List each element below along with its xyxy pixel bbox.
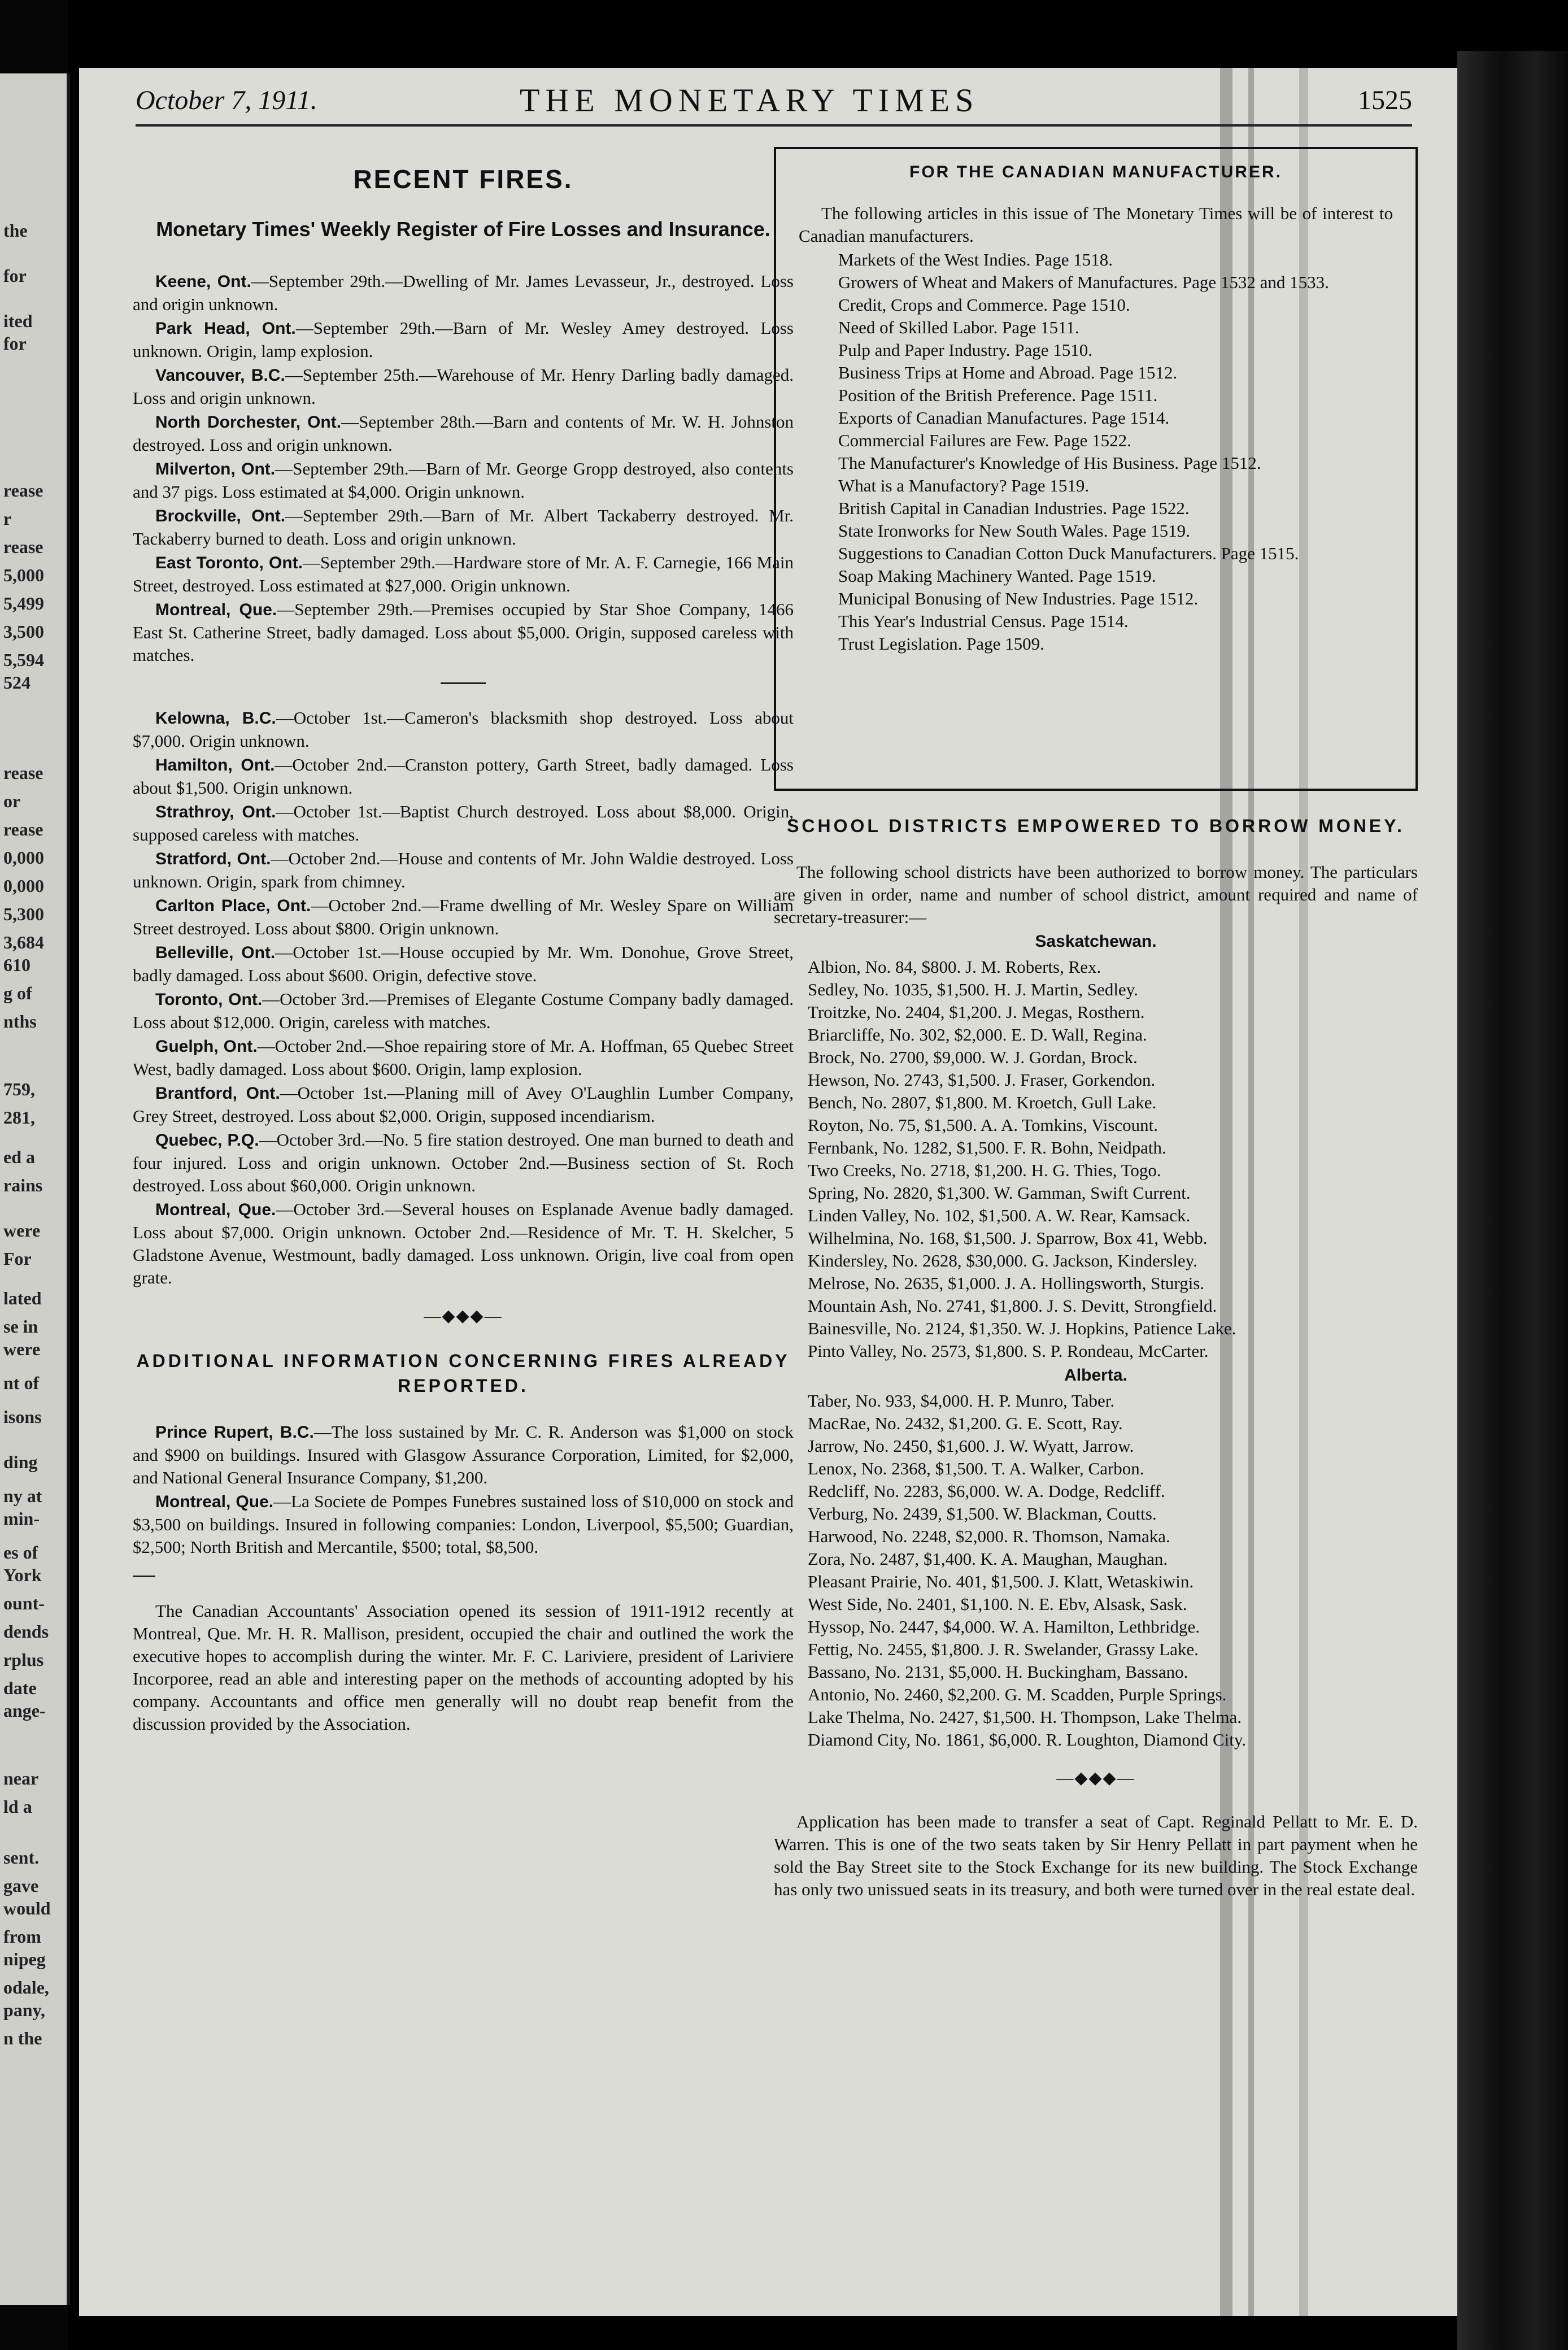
school-district-entry: Diamond City, No. 1861, $6,000. R. Loughton, Diamond City. [808, 1730, 1247, 1750]
fires-subtitle: Monetary Times' Weekly Register of Fire Losses and Insurance. [156, 217, 770, 241]
facing-page-text-fragment: nths [3, 1011, 37, 1032]
fire-entry [133, 317, 794, 363]
ornament-divider: —◆◆◆— [1056, 1769, 1135, 1787]
school-districts-title: SCHOOL DISTRICTS EMPOWERED TO BORROW MONEY. [787, 816, 1405, 836]
facing-page-text-fragment: lated [3, 1288, 42, 1308]
facing-page-text-fragment: the [3, 220, 28, 241]
facing-page-text-fragment: ed a [3, 1147, 35, 1167]
school-district-entry: Linden Valley, No. 102, $1,500. A. W. Rear, Kamsack. [808, 1206, 1191, 1225]
header-rule [136, 124, 1412, 127]
article-reference: This Year's Industrial Census. Page 1514. [838, 611, 1129, 631]
fire-details: —October 3rd.—Premises of Elegante Costume Company badly damaged. Loss about $12,000. Origin, careless with matches. [133, 989, 794, 1032]
fire-location: Kelowna, B.C. [155, 709, 276, 728]
book-edge-right [1457, 51, 1568, 2350]
alberta-list [774, 1390, 1418, 1751]
fire-location: Montreal, Que. [155, 1200, 276, 1219]
fire-details: —September 29th.—Hardware store of Mr. A. F. Carnegie, 166 Main Street, destroyed. Loss estimated at $27,000. Origin unknown. [133, 552, 794, 595]
fire-location: Quebec, P.Q. [155, 1131, 259, 1150]
manufacturer-box-intro: The following articles in this issue of The Monetary Times will be of interest to Canadian manufacturers. [799, 203, 1393, 246]
facing-page-text-fragment: were [3, 1339, 41, 1359]
page-number: 1525 [1358, 85, 1412, 115]
fire-entry [133, 504, 794, 550]
fire-entry [133, 1129, 794, 1197]
facing-page-text-fragment: 0,000 [3, 847, 44, 868]
school-district-entry: Lenox, No. 2368, $1,500. T. A. Walker, Carbon. [808, 1459, 1144, 1478]
fire-details: —October 2nd.—Cranston pottery, Garth Street, badly damaged. Loss about $1,500. Origin unknown. [133, 755, 794, 798]
fire-entry [133, 598, 794, 667]
school-district-entry: Two Creeks, No. 2718, $1,200. H. G. Thies, Togo. [808, 1160, 1161, 1180]
fire-entry [133, 707, 794, 752]
facing-page-text-fragment: ny at [3, 1486, 42, 1506]
article-reference: Trust Legislation. Page 1509. [838, 634, 1044, 654]
fires-list-september [133, 270, 794, 667]
facing-page-text-fragment: 524 [3, 672, 31, 693]
school-district-entry: Bassano, No. 2131, $5,000. H. Buckingham, Bassano. [808, 1662, 1188, 1682]
facing-page-text-fragment: nt of [3, 1373, 40, 1393]
article-reference: What is a Manufactory? Page 1519. [838, 476, 1090, 495]
fire-location: Hamilton, Ont. [155, 756, 275, 774]
article-reference: Growers of Wheat and Makers of Manufactures. Page 1532 and 1533. [838, 272, 1329, 292]
fire-details: —October 1st.—House occupied by Mr. Wm. Donohue, Grove Street, badly damaged. Loss about $600. Origin, defective stove. [133, 942, 794, 985]
fire-location: North Dorchester, Ont. [155, 413, 342, 432]
fire-details: —September 29th.—Barn of Mr. George Gropp destroyed, also contents and 37 pigs. Loss estimated at $4,000. Origin unknown. [133, 459, 794, 502]
fire-details: —October 3rd.—Several houses on Esplanade Avenue badly damaged. Loss about $7,000. Origin unknown. October 2nd.—Residence of Mr. T. H. Skelcher, 5 Gladstone Avenue, Westmount, badly damaged. Loss unknown. Origin, live coal from open grate. [133, 1199, 794, 1287]
facing-page-text-fragment: rplus [3, 1650, 44, 1670]
fire-location: Guelph, Ont. [155, 1037, 258, 1056]
fire-entry [133, 941, 794, 987]
facing-page-text-fragment: g of [3, 983, 32, 1003]
facing-page-text-fragment: near [3, 1768, 39, 1788]
school-district-entry: Taber, No. 933, $4,000. H. P. Munro, Taber. [808, 1391, 1115, 1411]
article-reference: Credit, Crops and Commerce. Page 1510. [838, 295, 1130, 315]
article-reference: Need of Skilled Labor. Page 1511. [838, 317, 1079, 337]
fire-location: Vancouver, B.C. [155, 366, 285, 385]
school-district-entry: Briarcliffe, No. 302, $2,000. E. D. Wall, Regina. [808, 1025, 1147, 1045]
school-district-entry: Hyssop, No. 2447, $4,000. W. A. Hamilton, Lethbridge. [808, 1617, 1200, 1637]
facing-page-text-fragment: isons [3, 1407, 42, 1427]
school-district-entry: Harwood, No. 2248, $2,000. R. Thomson, Namaka. [808, 1526, 1170, 1546]
facing-page-text-fragment: For [3, 1248, 32, 1269]
school-district-entry: Pleasant Prairie, No. 401, $1,500. J. Klatt, Wetaskiwin. [808, 1572, 1194, 1591]
school-district-entry: Kindersley, No. 2628, $30,000. G. Jackson, Kindersley. [808, 1251, 1197, 1270]
facing-page-edge [0, 73, 70, 2305]
fire-entry [133, 847, 794, 893]
article-reference: Exports of Canadian Manufactures. Page 1514. [838, 408, 1170, 428]
school-district-entry: Antonio, No. 2460, $2,200. G. M. Scadden, Purple Springs. [808, 1685, 1227, 1704]
facing-page-text-fragment: rease [3, 763, 43, 783]
accountants-article: The Canadian Accountants' Association opened its session of 1911-1912 recently at Montreal, Que. Mr. H. R. Mallison, president, occupied the chair and outlined the work the executive hopes to accomplish during the winter. Mr. F. C. Lariviere, president of Lariviere Incorporee, read an able and interesting paper on the methods of accounting adopted by his company. Accountants and office men generally will no doubt reap benefit from the discussion provided by the Association. [133, 1601, 794, 1734]
fire-entry [133, 894, 794, 940]
school-district-entry: Bainesville, No. 2124, $1,350. W. J. Hopkins, Patience Lake. [808, 1318, 1236, 1338]
facing-page-text-fragment: se in [3, 1316, 38, 1337]
school-district-entry: Hewson, No. 2743, $1,500. J. Fraser, Gorkendon. [808, 1070, 1156, 1090]
fire-location: Carlton Place, Ont. [155, 897, 311, 915]
section-divider [133, 1576, 155, 1577]
facing-page-text-fragment: ange- [3, 1700, 46, 1721]
school-district-entry: Fettig, No. 2455, $1,800. J. R. Swelander, Grassy Lake. [808, 1639, 1199, 1659]
fire-entry [133, 1490, 794, 1559]
facing-page-text-fragment: 3,500 [3, 621, 44, 642]
fire-details: —La Societe de Pompes Funebres sustained loss of $10,000 on stock and $3,500 on buildings. Insured in following companies: London, Liverpool, $5,500; Guardian, $2,500; North British and Mercantile, $500; total, $8,500. [133, 1491, 794, 1557]
facing-page-text-fragment: rains [3, 1175, 43, 1195]
facing-page-text-fragment: rease [3, 537, 43, 557]
facing-page-text-fragment: would [3, 1898, 51, 1918]
fire-details: —October 2nd.—House and contents of Mr. John Waldie destroyed. Loss unknown. Origin, spark from chimney. [133, 848, 794, 891]
fire-details: —October 2nd.—Shoe repairing store of Mr. A. Hoffman, 65 Quebec Street West, badly damaged. Loss about $600. Origin, lamp explosion. [133, 1036, 794, 1079]
facing-page-text-fragment: ount- [3, 1593, 45, 1613]
school-district-entry: Brock, No. 2700, $9,000. W. J. Gordan, Brock. [808, 1047, 1138, 1067]
facing-page-text-fragment: were [3, 1220, 41, 1241]
article-reference: State Ironworks for New South Wales. Page 1519. [838, 521, 1190, 541]
school-district-entry: Troitzke, No. 2404, $1,200. J. Megas, Rosthern. [808, 1002, 1145, 1022]
facing-page-text-fragment: rease [3, 819, 43, 839]
fire-details: —The loss sustained by Mr. C. R. Anderson was $1,000 on stock and $900 on buildings. Insured with Glasgow Assurance Corporation, Limited, for $2,000, and National General Insurance Company, $1,200. [133, 1422, 794, 1487]
facing-page-text-fragment: 0,000 [3, 876, 44, 896]
article-reference: Markets of the West Indies. Page 1518. [838, 250, 1113, 269]
stock-exchange-article: Application has been made to transfer a seat of Capt. Reginald Pellatt to Mr. E. D. Warren. This is one of the two seats taken by Sir Henry Pellatt in part payment when he sold the Bay Street site to the Stock Exchange for its new building. The Stock Exchange has only two unissued seats in its treasury, and both were turned over in the real estate deal. [774, 1812, 1418, 1899]
fire-location: East Toronto, Ont. [155, 554, 303, 572]
facing-page-text-fragment: 281, [3, 1107, 35, 1128]
facing-page-text-fragment: ld a [3, 1796, 32, 1817]
article-reference: The Manufacturer's Knowledge of His Business. Page 1512. [838, 453, 1261, 473]
saskatchewan-heading: Saskatchewan. [1035, 932, 1157, 951]
article-reference: British Capital in Canadian Industries. Page 1522. [838, 498, 1190, 518]
school-district-entry: Zora, No. 2487, $1,400. K. A. Maughan, Maughan. [808, 1549, 1168, 1569]
fire-location: Milverton, Ont. [155, 460, 276, 478]
school-district-entry: Royton, No. 75, $1,500. A. A. Tomkins, Viscount. [808, 1115, 1158, 1135]
facing-page-text-fragment: or [3, 791, 21, 811]
facing-page-text-fragment: ited [3, 311, 33, 331]
school-district-entry: Fernbank, No. 1282, $1,500. F. R. Bohn, Neidpath. [808, 1138, 1166, 1157]
fire-entry [133, 800, 794, 846]
fire-entry [133, 1198, 794, 1289]
facing-page-text-fragment: 5,594 [3, 650, 44, 670]
fire-entry [133, 411, 794, 456]
fire-location: Montreal, Que. [155, 1492, 274, 1511]
fire-location: Brockville, Ont. [155, 507, 286, 525]
school-district-entry: Jarrow, No. 2450, $1,600. J. W. Wyatt, Jarrow. [808, 1436, 1134, 1456]
additional-info-list [133, 1421, 794, 1559]
fire-entry [133, 551, 794, 597]
additional-info-title: ADDITIONAL INFORMATION CONCERNING FIRES ALREADY REPORTED. [136, 1351, 790, 1396]
fire-details: —September 29th.—Dwelling of Mr. James Levasseur, Jr., destroyed. Loss and origin unknown. [133, 271, 794, 314]
article-reference: Position of the British Preference. Page 1511. [838, 385, 1158, 405]
article-reference: Municipal Bonusing of New Industries. Page 1512. [838, 589, 1199, 608]
fire-details: —September 29th.—Barn of Mr. Albert Tackaberry destroyed. Mr. Tackaberry burned to death. Loss and origin unknown. [133, 506, 794, 549]
newspaper-page [79, 68, 1457, 2316]
facing-page-text-fragment: ding [3, 1452, 38, 1472]
facing-page-text-fragment: nipeg [3, 1949, 46, 1969]
school-district-entry: Redcliff, No. 2283, $6,000. W. A. Dodge, Redcliff. [808, 1481, 1165, 1501]
fire-location: Keene, Ont. [155, 272, 251, 291]
fires-list-october [133, 707, 794, 1289]
fire-entry [133, 754, 794, 799]
masthead: THE MONETARY TIMES [520, 82, 979, 119]
facing-page-text-fragment: 610 [3, 955, 31, 975]
school-district-entry: Melrose, No. 2635, $1,000. J. A. Hollingsworth, Sturgis. [808, 1273, 1205, 1293]
fire-location: Strathroy, Ont. [155, 803, 276, 821]
facing-page-text-fragment: for [3, 266, 27, 286]
school-district-entry: Wilhelmina, No. 168, $1,500. J. Sparrow, Box 41, Webb. [808, 1228, 1208, 1248]
facing-page-text-fragment: sent. [3, 1847, 40, 1868]
article-reference: Commercial Failures are Few. Page 1522. [838, 430, 1131, 450]
facing-page-text-fragment: n the [3, 2028, 42, 2048]
fire-location: Prince Rupert, B.C. [155, 1423, 314, 1442]
manufacturer-article-list [799, 249, 1393, 655]
facing-page-text-fragment: dends [3, 1621, 49, 1642]
issue-date: October 7, 1911. [136, 85, 317, 115]
page-header [136, 79, 1412, 130]
manufacturer-box-title: FOR THE CANADIAN MANUFACTURER. [909, 163, 1282, 181]
fire-details: —October 2nd.—Frame dwelling of Mr. Wesley Spare on William Street destroyed. Loss about $800. Origin unknown. [133, 895, 794, 938]
facing-page-text-fragment: 759, [3, 1079, 35, 1099]
fire-details: —September 29th.—Premises occupied by Star Shoe Company, 1466 East St. Catherine Street, badly damaged. Loss about $5,000. Origin, supposed careless with matches. [133, 599, 794, 665]
facing-page-text-fragment: pany, [3, 2000, 45, 2020]
school-district-entry: Lake Thelma, No. 2427, $1,500. H. Thompson, Lake Thelma. [808, 1707, 1242, 1727]
fire-details: —October 1st.—Baptist Church destroyed. Loss about $8,000. Origin, supposed careless with matches. [133, 802, 794, 845]
facing-page-text-fragment: 5,300 [3, 904, 44, 924]
article-reference: Soap Making Machinery Wanted. Page 1519. [838, 566, 1156, 586]
fire-details: —September 25th.—Warehouse of Mr. Henry Darling badly damaged. Loss and origin unknown. [133, 365, 794, 408]
facing-page-text-fragment: gave [3, 1875, 39, 1896]
article-reference: Suggestions to Canadian Cotton Duck Manufacturers. Page 1515. [838, 543, 1299, 563]
school-districts-intro: The following school districts have been authorized to borrow money. The particulars are given in order, name and number of school district, amount required and name of secretary-treasurer:— [774, 862, 1418, 927]
recent-fires-title: RECENT FIRES. [353, 164, 573, 194]
fire-entry [133, 1421, 794, 1489]
facing-page-text-fragment: for [3, 333, 27, 354]
alberta-heading: Alberta. [1064, 1366, 1127, 1385]
facing-page-text-fragment: rease [3, 480, 43, 501]
fire-entry [133, 1035, 794, 1081]
fire-location: Stratford, Ont. [155, 850, 271, 868]
fire-entry [133, 270, 794, 316]
school-district-entry: Spring, No. 2820, $1,300. W. Gamman, Swift Current. [808, 1183, 1191, 1203]
fire-details: —September 29th.—Barn of Mr. Wesley Amey destroyed. Loss unknown. Origin, lamp explosion. [133, 318, 794, 361]
fire-details: —October 1st.—Planing mill of Avey O'Laughlin Lumber Company, Grey Street, destroyed. Loss about $2,000. Origin, supposed incendiarism. [133, 1083, 794, 1126]
facing-page-text-fragment: min- [3, 1508, 40, 1529]
fire-location: Toronto, Ont. [155, 990, 263, 1009]
fire-entry [133, 1082, 794, 1128]
ornament-divider: —◆◆◆— [424, 1307, 503, 1325]
fire-location: Park Head, Ont. [155, 319, 296, 338]
school-district-entry: West Side, No. 2401, $1,100. N. E. Ebv, Alsask, Sask. [808, 1594, 1187, 1614]
fire-entry [133, 458, 794, 503]
facing-page-text-fragment: 3,684 [3, 932, 44, 952]
school-district-entry: Mountain Ash, No. 2741, $1,800. J. S. Devitt, Strongfield. [808, 1296, 1217, 1316]
facing-page-text-fragment: York [3, 1565, 42, 1585]
fire-entry [133, 988, 794, 1034]
saskatchewan-list [774, 956, 1418, 1363]
fire-details: —September 28th.—Barn and contents of Mr. W. H. Johnston destroyed. Loss and origin unknown. [133, 412, 794, 455]
fire-location: Belleville, Ont. [155, 943, 276, 962]
left-column [133, 130, 794, 1735]
facing-page-text-fragment: r [3, 508, 12, 529]
school-district-entry: MacRae, No. 2432, $1,200. G. E. Scott, Ray. [808, 1413, 1123, 1433]
facing-page-text-fragment: es of [3, 1542, 38, 1563]
facing-page-text-fragment: from [3, 1926, 41, 1947]
fire-entry [133, 364, 794, 410]
school-district-entry: Verburg, No. 2439, $1,500. W. Blackman, Coutts. [808, 1504, 1157, 1524]
school-district-entry: Albion, No. 84, $800. J. M. Roberts, Rex. [808, 957, 1101, 977]
manufacturer-box [774, 147, 1418, 791]
facing-page-text-fragment: 5,499 [3, 593, 44, 613]
facing-page-text-fragment: date [3, 1678, 37, 1698]
school-district-entry: Bench, No. 2807, $1,800. M. Kroetch, Gull Lake. [808, 1093, 1157, 1112]
school-district-entry: Sedley, No. 1035, $1,500. H. J. Martin, Sedley. [808, 980, 1138, 999]
section-divider [441, 682, 486, 684]
fire-location: Brantford, Ont. [155, 1084, 280, 1103]
school-district-entry: Pinto Valley, No. 2573, $1,800. S. P. Rondeau, McCarter. [808, 1341, 1209, 1361]
right-column [774, 130, 1418, 1901]
article-reference: Business Trips at Home and Abroad. Page 1512. [838, 363, 1178, 382]
article-reference: Pulp and Paper Industry. Page 1510. [838, 340, 1093, 360]
fire-details: —October 3rd.—No. 5 fire station destroyed. One man burned to death and four injured. Loss and origin unknown. October 2nd.—Business section of St. Roch destroyed. Loss about $60,000. Origin unknown. [133, 1130, 794, 1195]
facing-page-text-fragment: odale, [3, 1977, 49, 1998]
fire-details: —October 1st.—Cameron's blacksmith shop destroyed. Loss about $7,000. Origin unknown. [133, 708, 794, 751]
facing-page-text-fragment: 5,000 [3, 565, 44, 585]
fire-location: Montreal, Que. [155, 600, 277, 619]
